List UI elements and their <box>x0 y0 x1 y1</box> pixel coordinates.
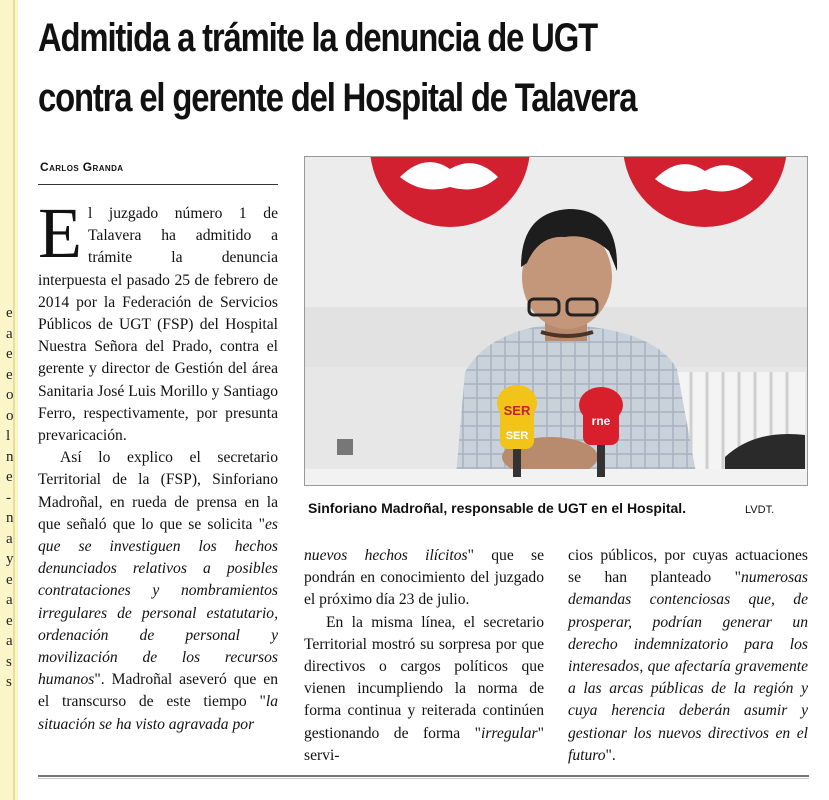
fragment-letter: e <box>6 346 13 362</box>
paragraph-3: nuevos hechos ilícitos" que se pondrán en conocimiento del juzgado el próximo día 23 de julio. <box>304 547 544 609</box>
fragment-letter: e <box>6 612 13 629</box>
svg-text:SER: SER <box>503 403 531 418</box>
photo-caption: Sinforiano Madroñal, responsable de UGT en el Hospital. <box>308 500 687 516</box>
fragment-letter: n <box>6 448 14 465</box>
photo-credit: LVDT. <box>745 504 775 516</box>
headline-line-1: Admitida a trámite la denuncia de UGT <box>38 16 597 60</box>
fragment-letter: a <box>6 592 13 608</box>
fragment-letter: l <box>6 428 11 444</box>
fragment-letter: e <box>6 366 13 383</box>
author-byline: Carlos Granda <box>40 160 124 174</box>
fragment-letter: - <box>6 489 11 506</box>
article-column-3 <box>568 545 808 767</box>
bottom-rule-shadow <box>38 778 809 779</box>
fragment-letter: n <box>6 510 14 526</box>
fragment-letter: e <box>6 305 13 321</box>
byline-rule <box>38 184 278 185</box>
fragment-letter: e <box>6 571 13 588</box>
paragraph-2: Así lo explico el secretario Territorial de la (FSP), Sinforiano Madroñal, en rueda de prensa en la que señaló que lo que se solicita "es que se investiguen los hechos denunciados relativos a posibles contrataciones y nombramientos irregulares de personal estatutario, ordenación de personal y movilización de los recursos humanos". Madroñal aseveró que en el transcurso de este tiempo "la situación se ha visto agravada por <box>38 449 278 733</box>
article-column-1 <box>38 193 278 736</box>
paragraph-5: cios públicos, por cuyas actuaciones se han planteado "numerosas demandas contenciosas que, de prosperar, podrían generar un derecho indemnizatorio para los interesados, que afectaría gravemente a las arcas públicas de la región y cuya herencia deberán asumir y gestionar los nuevos directivos en el futuro". <box>568 547 808 764</box>
fragment-letter: o <box>6 387 14 403</box>
article-column-2 <box>304 545 544 767</box>
paragraph-4: En la misma línea, el secretario Territorial mostró su sorpresa por que directivos o cargos políticos que vienen incumpliendo la norma de forma continua y reiterada continúen gestionando de forma "irregular" servi- <box>304 613 544 764</box>
article-photo <box>304 156 808 486</box>
fragment-letter: s <box>6 653 12 670</box>
fragment-letter: a <box>6 530 13 547</box>
bottom-rule <box>38 775 809 777</box>
fragment-letter: a <box>6 325 13 342</box>
headline-line-2: contra el gerente del Hospital de Talavera <box>38 76 637 120</box>
photo-illustration <box>305 157 807 485</box>
paragraph-1: El juzgado número 1 de Talavera ha admitido a trámite la denuncia interpuesta el pasado 25 de febrero de 2014 por la Federación de Servicios Públicos de UGT (FSP) del Hospital Nuestra Señora del Prado, contra el gerente y director de Gestión del área Sanitaria José Luis Morillo y Santiago Ferro, respectivamente, por presunta prevaricación. <box>38 193 278 445</box>
fragment-letter: e <box>6 469 13 485</box>
svg-text:SER: SER <box>505 430 529 442</box>
fragment-letter: y <box>6 551 14 567</box>
fragment-letter: s <box>6 674 12 690</box>
fragment-letter: o <box>6 407 14 424</box>
svg-text:rne: rne <box>591 414 611 428</box>
drop-cap: E <box>38 193 82 273</box>
fragment-letter: a <box>6 633 13 649</box>
headline <box>38 8 678 128</box>
